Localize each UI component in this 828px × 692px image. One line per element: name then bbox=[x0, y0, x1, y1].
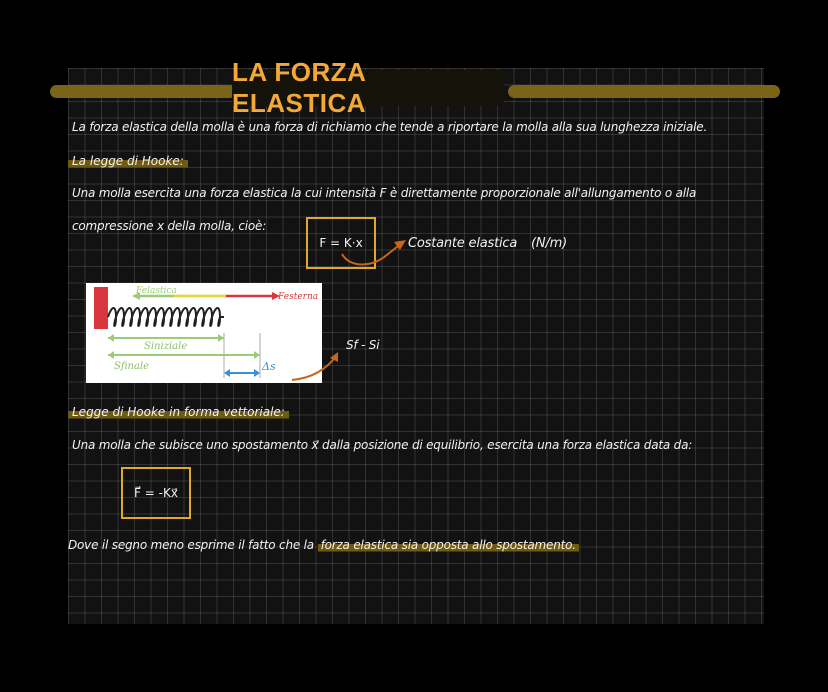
constant-unit: (N/m) bbox=[531, 236, 567, 251]
delta-s-left-head bbox=[224, 369, 230, 377]
page-title: LA FORZA ELASTICA bbox=[232, 70, 504, 106]
vector-heading: Legge di Hooke in forma vettoriale: bbox=[68, 404, 289, 420]
label-f-elastica: Felastica bbox=[136, 286, 177, 296]
constant-label bbox=[408, 236, 567, 251]
formula-scalar-box bbox=[306, 217, 376, 269]
spring-diagram-svg bbox=[86, 283, 322, 383]
formula-vector-box bbox=[121, 467, 191, 519]
s-finale-right-head bbox=[254, 351, 260, 359]
label-delta-s: Δs bbox=[262, 360, 276, 373]
delta-note: Sf - Si bbox=[346, 338, 380, 352]
conclusion-marked: forza elastica sia opposta allo spostamento. bbox=[318, 537, 579, 553]
label-s-finale: Sfinale bbox=[114, 361, 150, 372]
hooke-line-1: Una molla esercita una forza elastica la cui intensità F è direttamente proporzionale all'allungamento o alla bbox=[72, 186, 697, 200]
spring-diagram bbox=[86, 283, 322, 383]
vector-line: Una molla che subisce uno spostamento x⃗ dalla posizione di equilibrio, esercita una forza elastica data da: bbox=[72, 438, 693, 452]
intro-text: La forza elastica della molla è una forza di richiamo che tende a riportare la molla alla sua lunghezza iniziale. bbox=[72, 120, 708, 134]
s-iniziale-left-head bbox=[108, 334, 114, 342]
delta-s-right-head bbox=[254, 369, 260, 377]
s-iniziale-right-head bbox=[218, 334, 224, 342]
spring-coil bbox=[108, 308, 224, 326]
conclusion-start: Dove il segno meno esprime il fatto che la bbox=[68, 538, 314, 552]
constant-label-text: Costante elastica bbox=[408, 236, 518, 251]
hooke-line-2: compressione x della molla, cioè: bbox=[72, 219, 267, 233]
wall-block bbox=[94, 287, 108, 329]
s-finale-left-head bbox=[108, 351, 114, 359]
formula-scalar: F = K·x bbox=[319, 236, 363, 250]
title-highlight-right bbox=[508, 85, 780, 98]
formula-vector: F⃗ = -Kx⃗ bbox=[134, 486, 178, 500]
conclusion-text bbox=[68, 538, 579, 552]
title-highlight-left bbox=[50, 85, 236, 98]
label-f-esterna: Festerna bbox=[278, 292, 319, 302]
label-s-iniziale: Siniziale bbox=[144, 341, 188, 352]
hooke-heading: La legge di Hooke: bbox=[68, 153, 188, 169]
